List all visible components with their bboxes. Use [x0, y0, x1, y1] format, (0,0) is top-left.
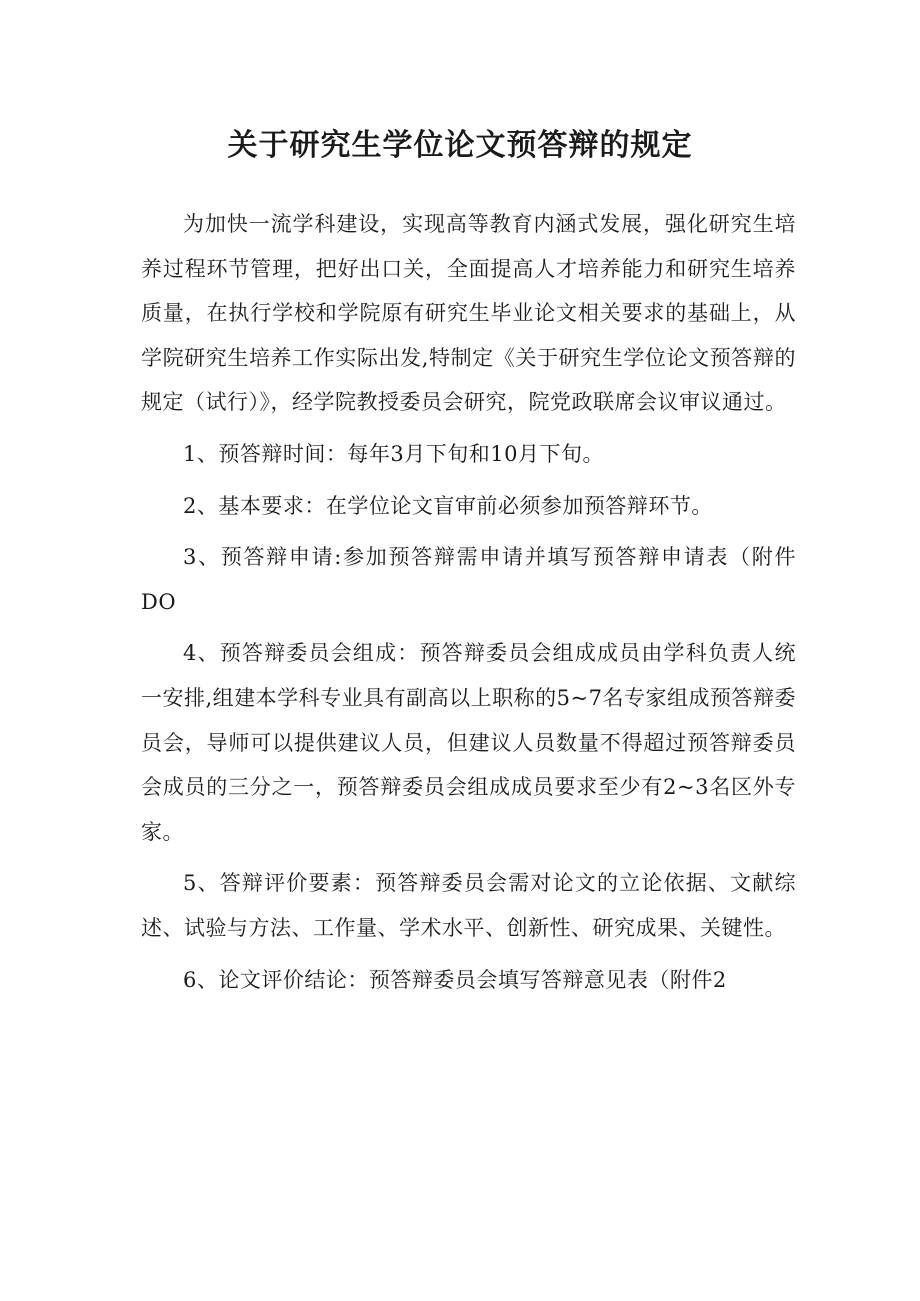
rule-5-evaluation-elements: 5、答辩评价要素：预答辩委员会需对论文的立论依据、文献综述、试验与方法、工作量、学术水平、创新性、研究成果、关键性。: [141, 871, 796, 940]
rule-4-committee-composition: 4、预答辩委员会组成：预答辩委员会组成成员由学科负责人统一安排,组建本学科专业具有副高以上职称的5~7名专家组成预答辩委员会，导师可以提供建议人员，但建议人员数量不得超过预答辩委员会成员的三分之一，预答辩委员会组成成员要求至少有2~3名区外专家。: [141, 641, 796, 844]
rule-6-evaluation-conclusion: 6、论文评价结论：预答辩委员会填写答辩意见表（附件2: [183, 967, 727, 992]
page-title: 关于研究生学位论文预答辩的规定: [227, 128, 693, 163]
rule-1-defense-time: 1、预答辩时间：每年3月下旬和10月下旬。: [183, 441, 604, 466]
intro-paragraph: 为加快一流学科建设，实现高等教育内涵式发展，强化研究生培养过程环节管理，把好出口关，全面提高人才培养能力和研究生培养质量，在执行学校和学院原有研究生毕业论文相关要求的基础上，从学院研究生培养工作实际出发,特制定《关于研究生学位论文预答辩的规定（试行）》，经学院教授委员会研究，院党政联席会议审议通过。: [141, 212, 796, 415]
rule-2-basic-requirement: 2、基本要求：在学位论文盲审前必须参加预答辩环节。: [183, 493, 713, 518]
rule-3-defense-application: 3、预答辩申请:参加预答辩需申请并填写预答辩申请表（附件DO: [141, 545, 796, 614]
document-body: [141, 202, 796, 1002]
